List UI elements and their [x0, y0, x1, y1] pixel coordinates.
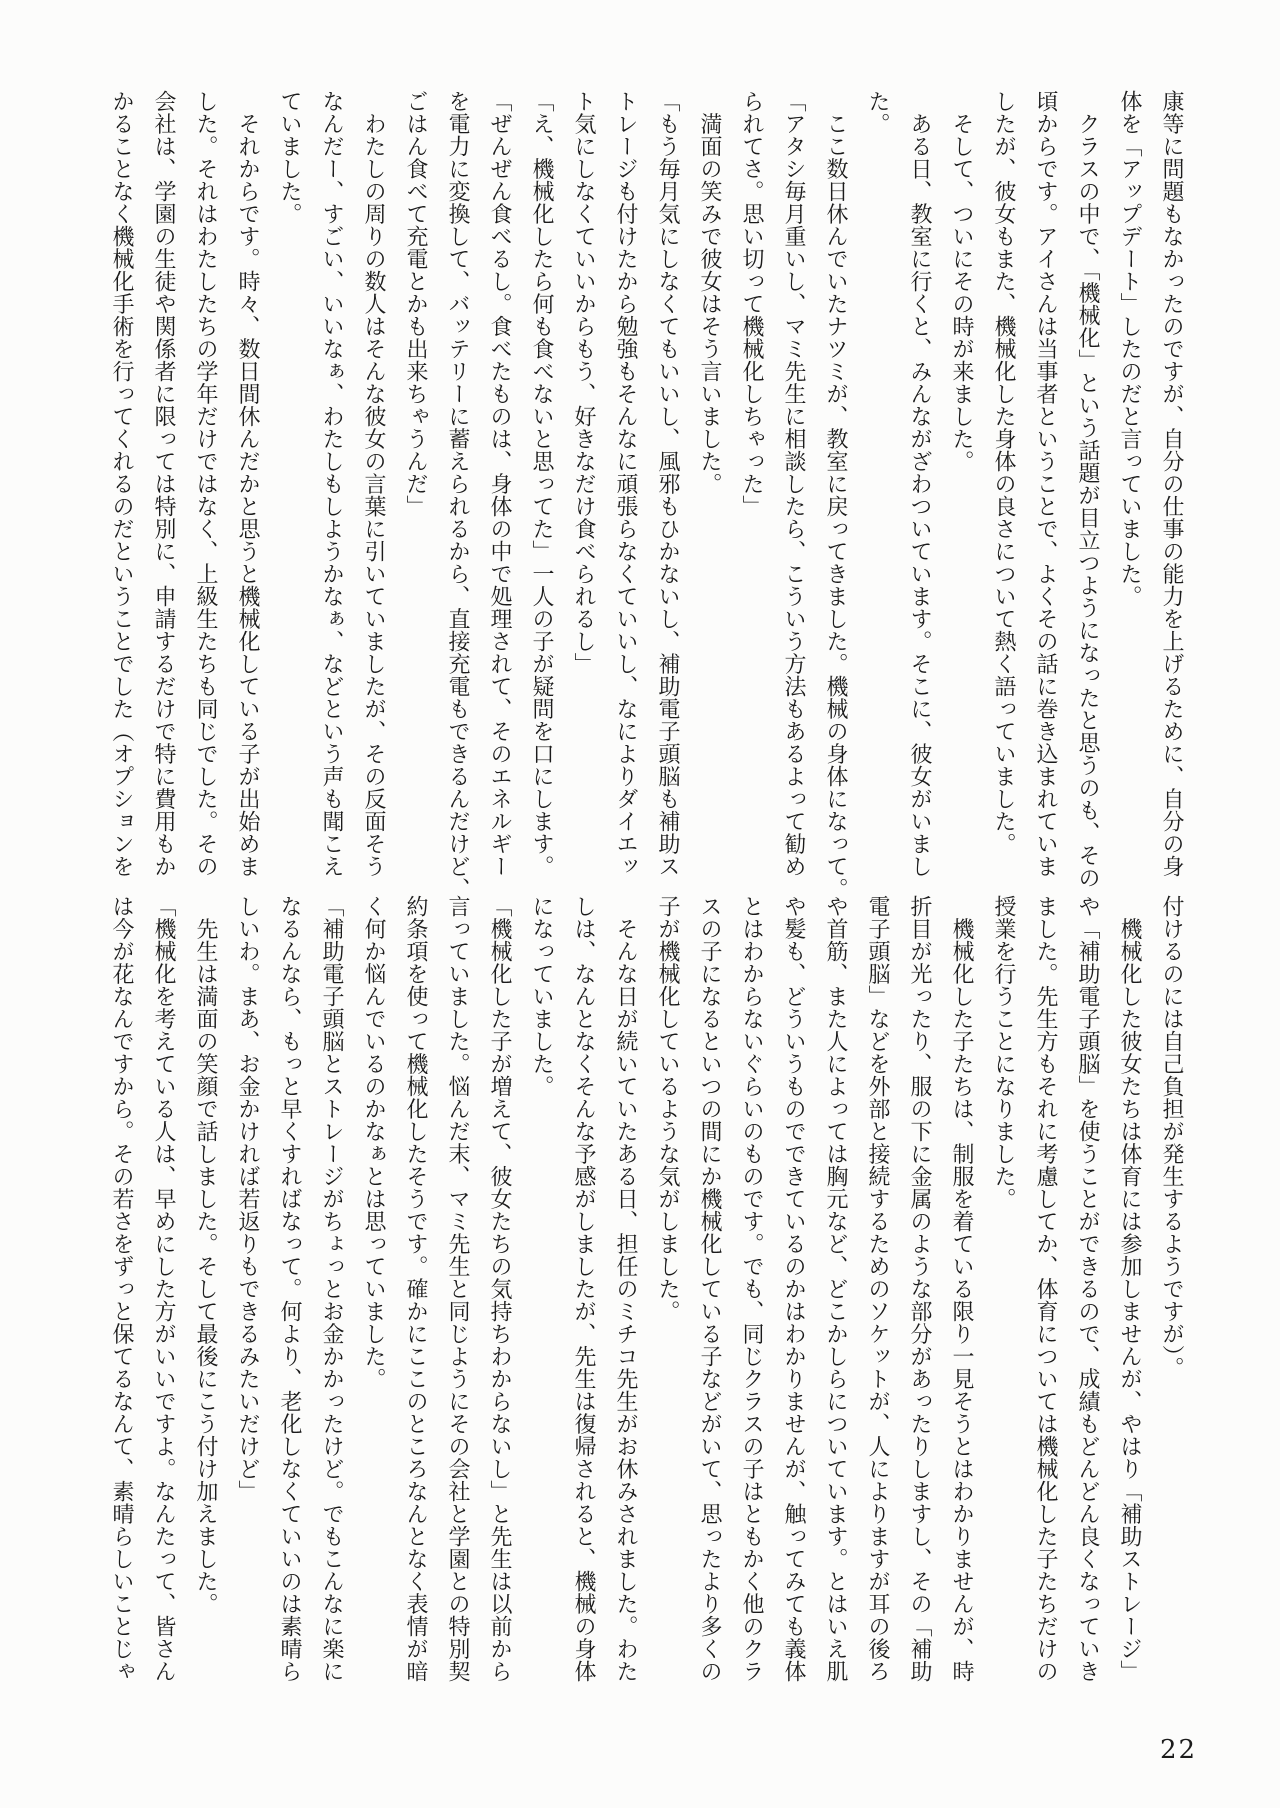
text-line: 約条項を使って機械化したそうです。確かにここのところなんとなく表情が暗: [403, 895, 428, 1683]
text-line: 「補助電子頭脳とストレージがちょっとお金かかったけど。でもこんなに楽に: [319, 895, 344, 1683]
text-line: スの子になるといつの間にか機械化している子などがいて、思ったより多くの: [697, 895, 722, 1683]
text-line: 電子頭脳」などを外部と接続するためのソケットが、人によりますが耳の後ろ: [865, 895, 890, 1683]
text-line: 「機械化を考えている人は、早めにした方がいいですよ。なんたって、皆さん: [151, 895, 176, 1683]
text-line: や「補助電子頭脳」を使うことができるので、成績もどんどん良くなっていき: [1075, 895, 1100, 1683]
text-line: た。: [865, 90, 890, 135]
text-line: それからです。時々、数日間休んだかと思うと機械化している子が出始めま: [235, 90, 260, 878]
text-line: ていました。: [277, 90, 302, 225]
text-line: 言っていました。悩んだ末、マミ先生と同じようにその会社と学園との特別契: [445, 895, 470, 1683]
text-line: 機械化した子たちは、制服を着ている限り一見そうとはわかりませんが、時: [949, 895, 974, 1683]
text-line: く何か悩んでいるのかなぁとは思っていました。: [361, 895, 386, 1390]
text-line: しいわ。まあ、お金かければ若返りもできるみたいだけど」: [235, 895, 260, 1503]
text-line: 「え、機械化したら何も食べないと思ってた」一人の子が疑問を口にします。: [529, 90, 554, 878]
text-line: や髪も、どういうものでできているのかはわかりませんが、触ってみても義体: [781, 895, 806, 1683]
text-line: 「ぜんぜん食べるし。食べたものは、身体の中で処理されて、そのエネルギー: [487, 90, 512, 878]
text-line: を電力に変換して、バッテリーに蓄えられるから、直接充電もできるんだけど、: [445, 90, 470, 900]
text-line: したが、彼女もまた、機械化した身体の良さについて熱く語っていました。: [991, 90, 1016, 855]
text-line: なるんなら、もっと早くすればなって。何より、老化しなくていいのは素晴ら: [277, 895, 302, 1683]
text-line: わたしの周りの数人はそんな彼女の言葉に引いていましたが、その反面そう: [361, 90, 386, 878]
text-line: ました。先生方もそれに考慮してか、体育については機械化した子たちだけの: [1033, 895, 1058, 1683]
text-line: 満面の笑みで彼女はそう言いました。: [697, 90, 722, 495]
text-line: られてさ。思い切って機械化しちゃった」: [739, 90, 764, 518]
text-line: かることなく機械化手術を行ってくれるのだということでした（オプションを: [109, 90, 134, 878]
text-line: なんだー、すごい、いいなぁ、わたしもしようかなぁ、などという声も聞こえ: [319, 90, 344, 878]
text-line: になっていました。: [529, 895, 554, 1098]
text-line: 授業を行うことになりました。: [991, 895, 1016, 1210]
text-line: や首筋、また人によっては胸元など、どこかしらについています。とはいえ肌: [823, 895, 848, 1683]
text-line: しは、なんとなくそんな予感がしましたが、先生は復帰されると、機械の身体: [571, 895, 596, 1683]
text-line: 「アタシ毎月重いし、マミ先生に相談したら、こういう方法もあるよって勧め: [781, 90, 806, 878]
text-line: クラスの中で、「機械化」という話題が目立つようになったと思うのも、その: [1075, 90, 1100, 889]
text-line: そして、ついにその時が来ました。: [949, 90, 974, 473]
page-number: 22: [1160, 1735, 1198, 1765]
text-line: 折目が光ったり、服の下に金属のような部分があったりしますし、その「補助: [907, 895, 932, 1683]
text-line: 康等に問題もなかったのですが、自分の仕事の能力を上げるために、自分の身: [1159, 90, 1184, 878]
text-line: 「機械化した子が増えて、彼女たちの気持ちわからないし」と先生は以前から: [487, 895, 512, 1683]
text-line: 機械化した彼女たちは体育には参加しませんが、やはり「補助ストレージ」: [1117, 895, 1142, 1683]
text-line: とはわからないぐらいのものです。でも、同じクラスの子はともかく他のクラ: [739, 895, 764, 1683]
text-line: ここ数日休んでいたナツミが、教室に戻ってきました。機械の身体になって。: [823, 90, 848, 900]
text-line: 子が機械化しているような気がしました。: [655, 895, 680, 1323]
text-line: は今が花なんですから。その若さをずっと保てるなんて、素晴らしいことじゃ: [109, 895, 134, 1683]
text-line: 体を「アップデート」したのだと言っていました。: [1117, 90, 1142, 608]
text-line: ト気にしなくていいからもう、好きなだけ食べられるし」: [571, 90, 596, 675]
text-line: そんな日が続いていたある日、担任のミチコ先生がお休みされました。わた: [613, 895, 638, 1683]
text-block-bottom: [100, 895, 1192, 1707]
text-line: 頃からです。アイさんは当事者ということで、よくその話に巻き込まれていま: [1033, 90, 1058, 878]
text-line: した。それはわたしたちの学年だけではなく、上級生たちも同じでした。その: [193, 90, 218, 878]
text-line: ある日、教室に行くと、みんながざわついています。そこに、彼女がいまし: [907, 90, 932, 878]
text-line: トレージも付けたから勉強もそんなに頑張らなくていいし、なによりダイエッ: [613, 90, 638, 878]
text-line: ごはん食べて充電とかも出来ちゃうんだ」: [403, 90, 428, 518]
text-line: 先生は満面の笑顔で話しました。そして最後にこう付け加えました。: [193, 895, 218, 1615]
text-block-top: [100, 90, 1192, 900]
text-line: 付けるのには自己負担が発生するようですが）。: [1159, 895, 1184, 1379]
text-line: 「もう毎月気にしなくてもいいし、風邪もひかないし、補助電子頭脳も補助ス: [655, 90, 680, 878]
text-line: 会社は、学園の生徒や関係者に限っては特別に、申請するだけで特に費用もか: [151, 90, 176, 878]
